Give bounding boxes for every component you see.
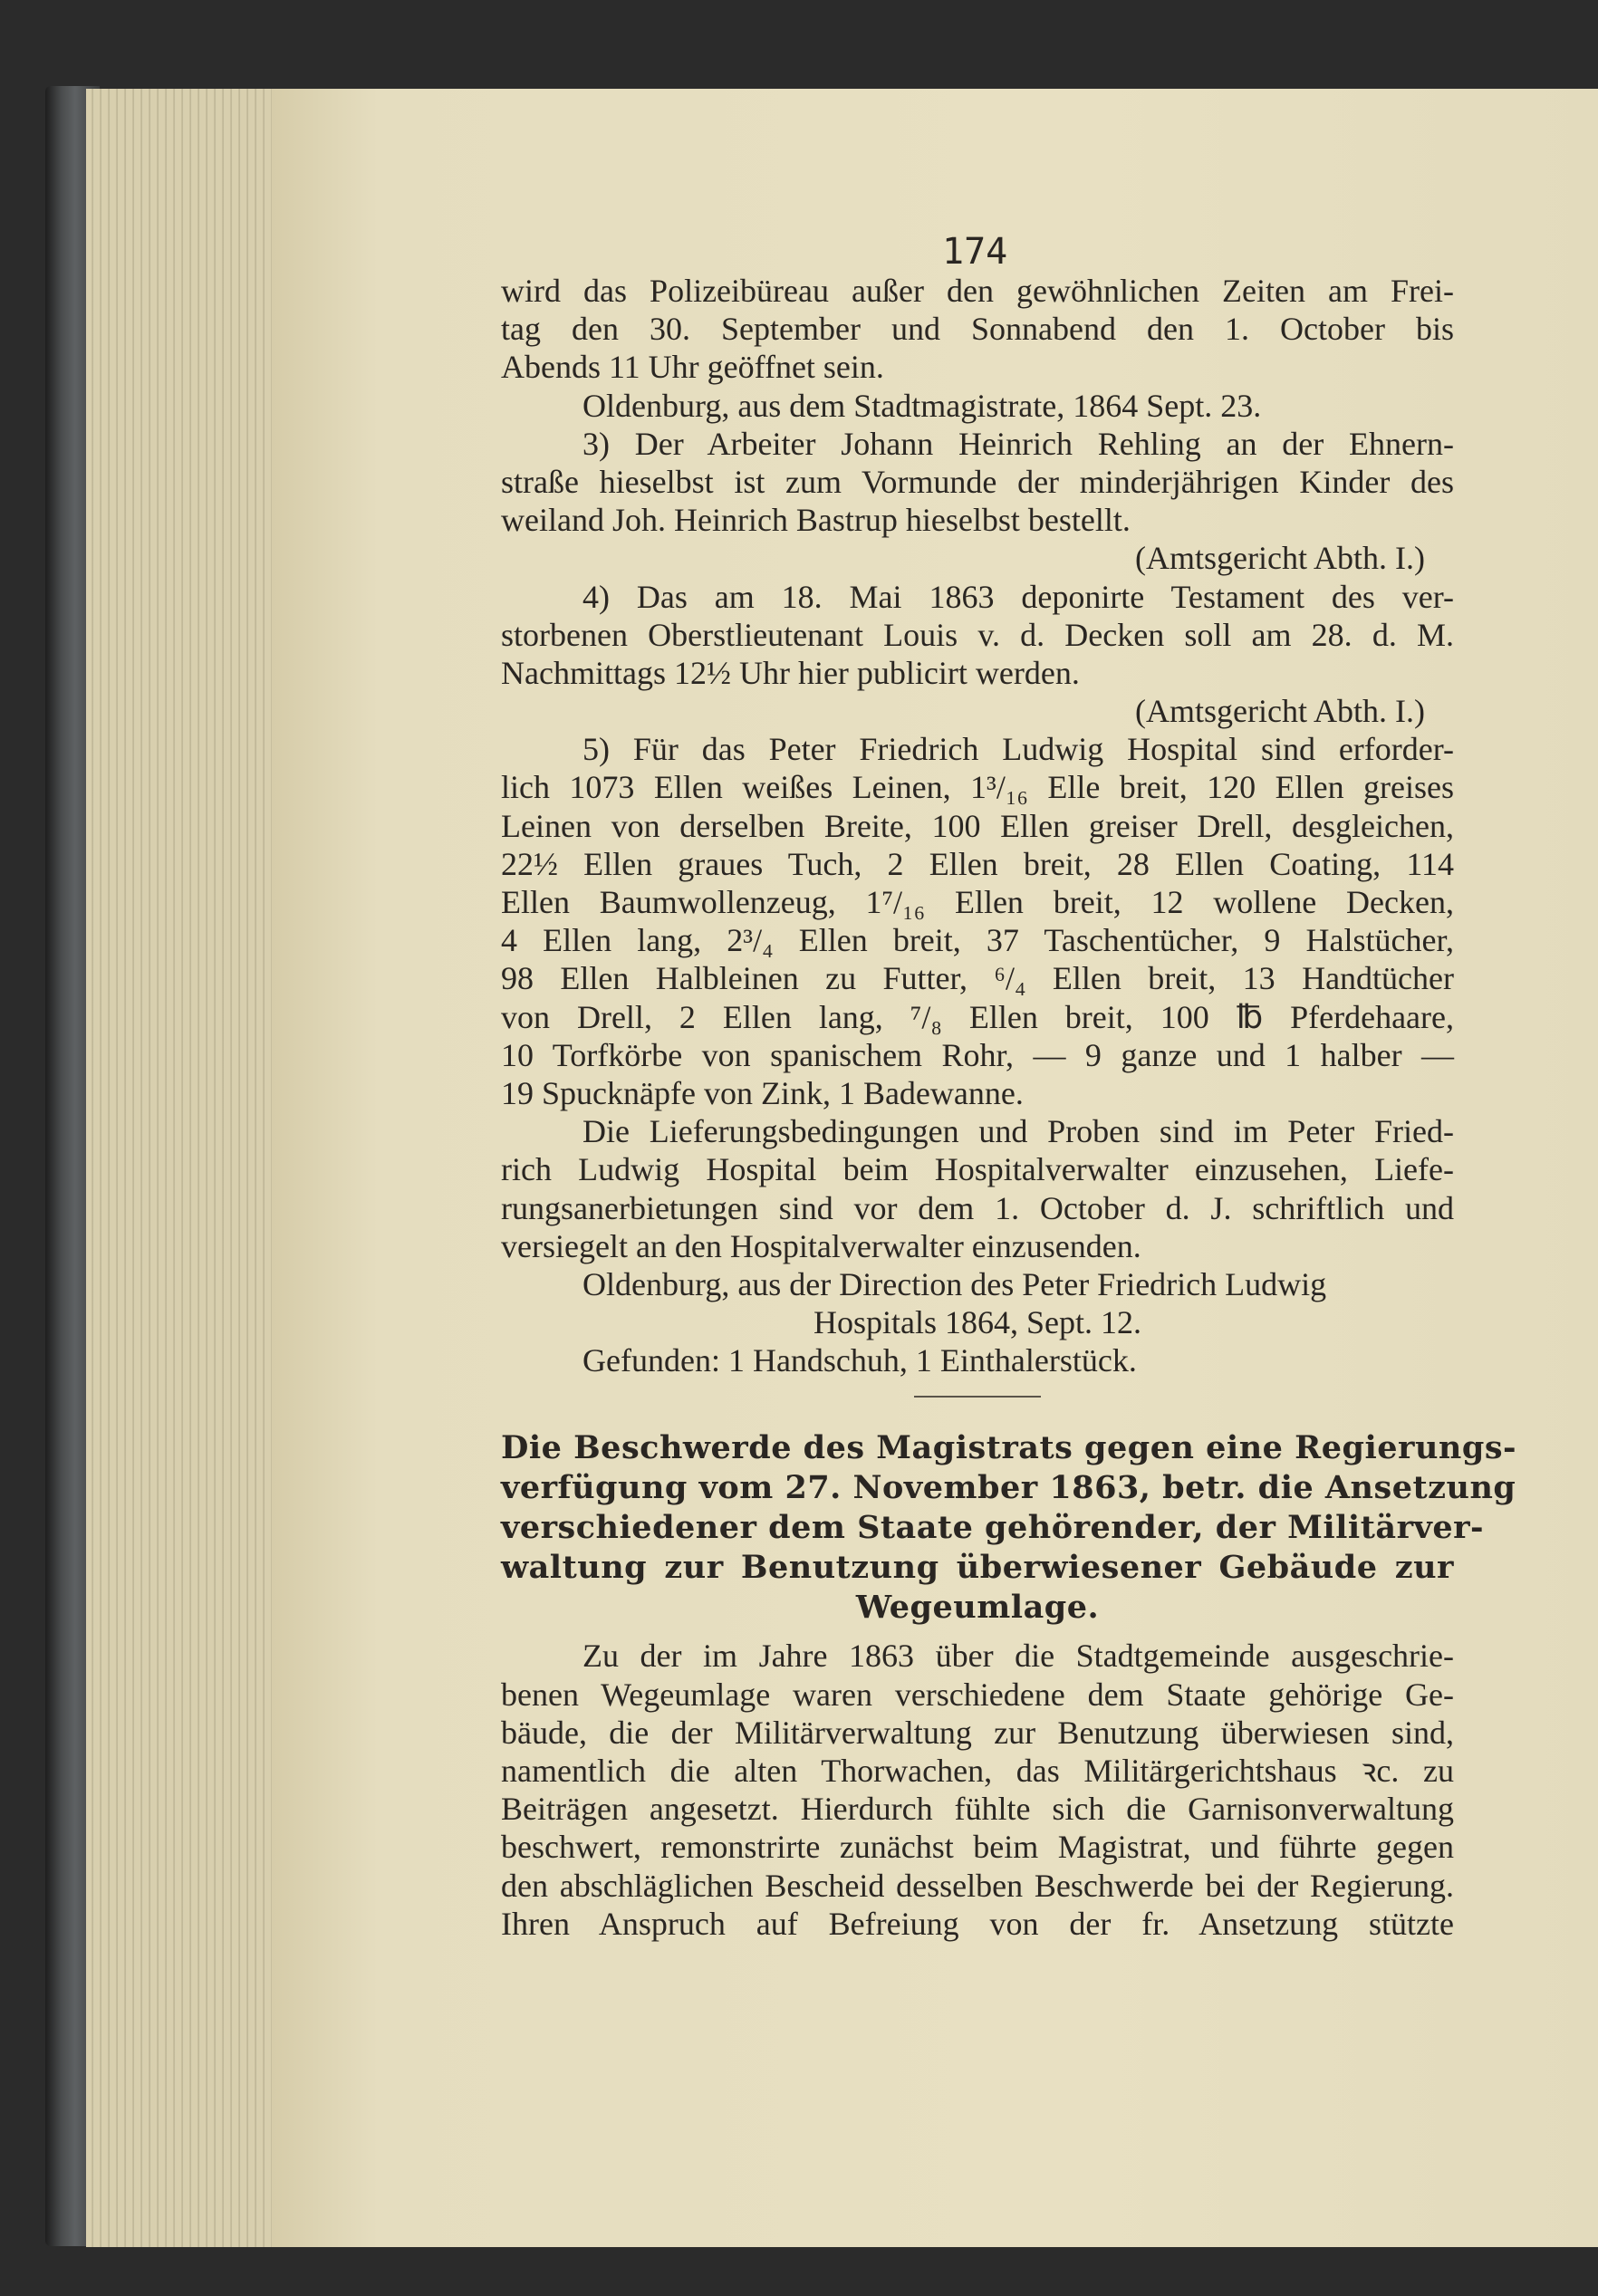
text-line: Nachmittags 12½ Uhr hier publicirt werden.: [501, 654, 1080, 691]
text-line: wird das Polizeibüreau außer den gewöhnlichen Zeiten am Frei-: [501, 273, 1454, 309]
text-line: den abschläglichen Bescheid desselben Beschwerde bei der Regierung.: [501, 1867, 1454, 1904]
text-line: lich 1073 Ellen weißes Leinen, 1³/₁₆ Elle breit, 120 Ellen greises: [501, 769, 1454, 806]
paragraph-hospital-supplies: [501, 730, 1454, 1112]
page-number: 174: [942, 231, 1008, 273]
text-line: Ellen Baumwollenzeug, 1⁷/₁₆ Ellen breit, 12 wollene Decken,: [501, 884, 1454, 920]
text-line: 19 Spucknäpfe von Zink, 1 Badewanne.: [501, 1074, 1024, 1111]
signature-magistrate: Oldenburg, aus dem Stadtmagistrate, 1864 Sept. 23.: [582, 387, 1262, 424]
page-content: [501, 272, 1517, 1943]
court-reference: (Amtsgericht Abth. I.): [1135, 693, 1425, 730]
text-line: Zu der im Jahre 1863 über die Stadtgemeinde ausgeschrie-: [582, 1638, 1454, 1675]
text-line: von Drell, 2 Ellen lang, ⁷/₈ Ellen breit, 100 ℔ Pferdehaare,: [501, 998, 1454, 1035]
text-line: Hospitals 1864, Sept. 12.: [813, 1304, 1141, 1341]
text-line: versiegelt an den Hospitalverwalter einzusenden.: [501, 1227, 1141, 1264]
text-line: straße hieselbst ist zum Vormunde der minderjährigen Kinder des: [501, 463, 1454, 500]
section-divider: [914, 1396, 1041, 1398]
paragraph-police-hours: [501, 272, 1454, 387]
text-line: 10 Torfkörbe von spanischem Rohr, — 9 ganze und 1 halber —: [501, 1036, 1454, 1073]
text-line: Beiträgen angesetzt. Hierdurch fühlte sich die Garnisonverwaltung: [501, 1791, 1454, 1828]
text-line: rich Ludwig Hospital beim Hospitalverwalter einzusehen, Liefe-: [501, 1151, 1454, 1188]
text-line: tag den 30. September und Sonnabend den 1. October bis: [501, 311, 1454, 348]
signature-hospital-direction: [501, 1265, 1454, 1341]
text-line: Die Lieferungsbedingungen und Proben sind im Peter Fried-: [582, 1113, 1454, 1150]
text-line: bäude, die der Militärverwaltung zur Benutzung überwiesen sind,: [501, 1714, 1454, 1751]
text-line: 98 Ellen Halbleinen zu Futter, ⁶/₄ Ellen breit, 13 Handtücher: [501, 960, 1454, 997]
found-items: Gefunden: 1 Handschuh, 1 Einthalerstück.: [582, 1342, 1137, 1379]
text-line: weiland Joh. Heinrich Bastrup hieselbst bestellt.: [501, 502, 1131, 539]
section-heading: [501, 1428, 1517, 1628]
court-reference: (Amtsgericht Abth. I.): [1135, 540, 1425, 577]
heading-line: Die Beschwerde des Magistrats gegen eine Regierungs-: [501, 1429, 1517, 1467]
text-line: 5) Für das Peter Friedrich Ludwig Hospital sind erforder-: [582, 731, 1454, 768]
page-edges: [86, 89, 276, 2247]
heading-line: verschiedener dem Staate gehörender, der Militärver-: [501, 1509, 1485, 1547]
heading-line: verfügung vom 27. November 1863, betr. die Ansetzung: [501, 1469, 1516, 1507]
text-line: namentlich die alten Thorwachen, das Militärgerichtshaus ꝛc. zu: [501, 1753, 1454, 1789]
paragraph-guardian: [501, 425, 1454, 540]
text-line: 4 Ellen lang, 2³/₄ Ellen breit, 37 Taschentücher, 9 Halstücher,: [501, 922, 1454, 959]
text-line: Oldenburg, aus der Direction des Peter Friedrich Ludwig: [582, 1265, 1327, 1302]
paragraph-complaint: [501, 1637, 1454, 1943]
text-line: Ihren Anspruch auf Befreiung von der fr. Ansetzung stützte: [501, 1905, 1454, 1942]
text-line: storbenen Oberstlieutenant Louis v. d. Decken soll am 28. d. M.: [501, 616, 1454, 653]
heading-line: Wegeumlage.: [855, 1589, 1100, 1627]
text-line: Abends 11 Uhr geöffnet sein.: [501, 349, 884, 386]
text-line: 3) Der Arbeiter Johann Heinrich Rehling an der Ehnern-: [582, 425, 1454, 462]
text-line: 4) Das am 18. Mai 1863 deponirte Testament des ver-: [582, 578, 1454, 615]
paragraph-delivery-terms: [501, 1112, 1454, 1265]
text-line: Leinen von derselben Breite, 100 Ellen greiser Drell, desgleichen,: [501, 807, 1454, 844]
text-line: beschwert, remonstrirte zunächst beim Magistrat, und führte gegen: [501, 1829, 1454, 1866]
text-line: 22½ Ellen graues Tuch, 2 Ellen breit, 28 Ellen Coating, 114: [501, 845, 1454, 882]
text-line: benen Wegeumlage waren verschiedene dem Staate gehörige Ge-: [501, 1676, 1454, 1713]
heading-line: waltung zur Benutzung überwiesener Gebäude zur: [501, 1549, 1454, 1587]
text-line: rungsanerbietungen sind vor dem 1. October d. J. schriftlich und: [501, 1189, 1454, 1226]
paragraph-testament: [501, 578, 1454, 693]
